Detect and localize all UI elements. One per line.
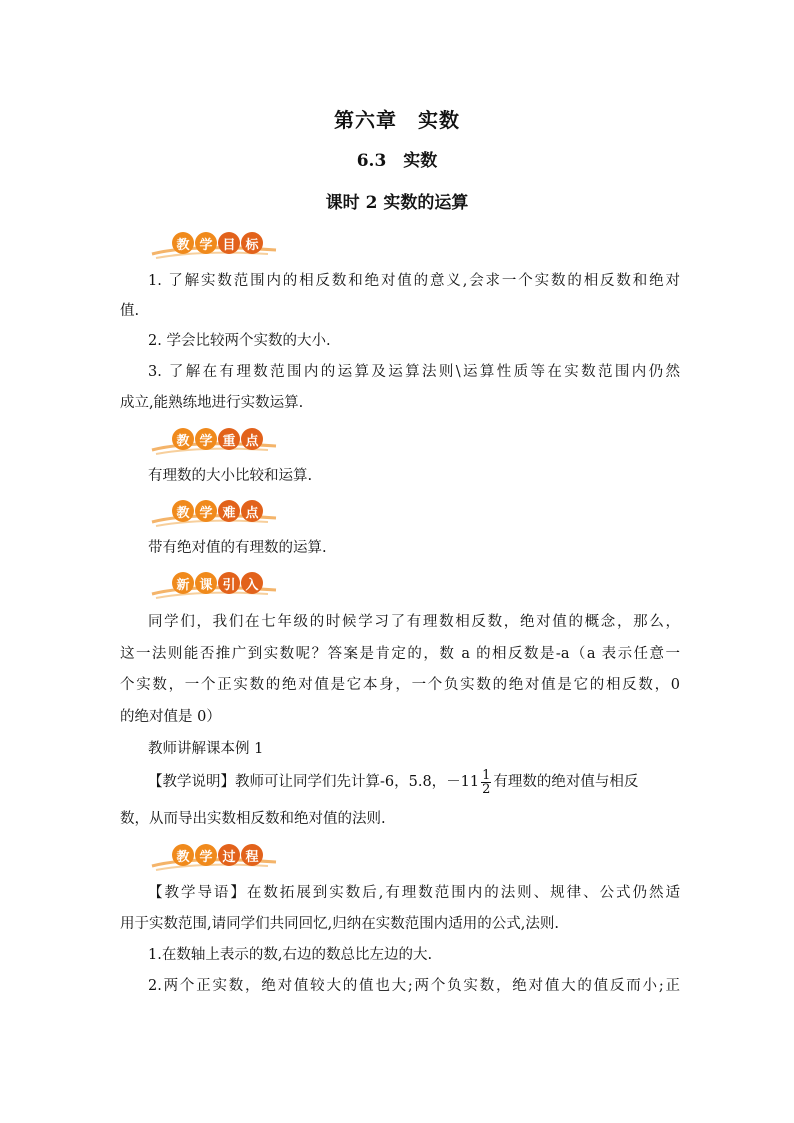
- heading-char: 入: [241, 572, 263, 594]
- intro-paragraph-line-2: 这一法则能否推广到实数呢？答案是肯定的，数 a 的相反数是-a（a 表示任意一: [120, 646, 680, 662]
- section-title: 6.3 实数: [356, 151, 438, 171]
- heading-char: 学: [195, 232, 217, 254]
- goal-1-line-2: 值.: [120, 303, 140, 319]
- heading-char: 程: [241, 844, 263, 866]
- heading-char: 目: [218, 232, 240, 254]
- process-guide-line-2: 用于实数范围,请同学们共同回忆,归纳在实数范围内适用的公式,法则.: [120, 916, 559, 932]
- teaching-note-line-1: [148, 766, 680, 798]
- teaching-note-text: 有理数的绝对值与相反: [493, 774, 639, 790]
- difficulties-text: 带有绝对值的有理数的运算.: [148, 540, 327, 556]
- heading-char: 教: [172, 500, 194, 522]
- process-rule-1: 1.在数轴上表示的数,右边的数总比左边的大.: [148, 947, 433, 963]
- teaching-note-text: 【教学说明】教师可让同学们先计算-6，5.8，: [148, 774, 447, 790]
- chapter-title: 第六章 实数: [334, 108, 460, 132]
- heading-char: 标: [241, 232, 263, 254]
- heading-char: 难: [218, 500, 240, 522]
- intro-heading: [150, 570, 290, 600]
- heading-char: 重: [218, 428, 240, 450]
- key-points-heading: [150, 426, 290, 456]
- heading-char: 学: [195, 844, 217, 866]
- goal-2: 2. 学会比较两个实数的大小.: [148, 333, 331, 349]
- heading-char: 课: [195, 572, 217, 594]
- intro-example-note: 教师讲解课本例 1: [148, 741, 264, 757]
- goals-heading: [150, 230, 290, 260]
- heading-char: 引: [218, 572, 240, 594]
- heading-char: 教: [172, 428, 194, 450]
- fraction: [481, 769, 491, 796]
- fraction-numerator: 1: [482, 767, 491, 783]
- heading-char: 学: [195, 500, 217, 522]
- goal-3-line-2: 成立,能熟练地进行实数运算.: [120, 395, 304, 411]
- process-heading: [150, 842, 290, 872]
- lesson-title: 课时 2 实数的运算: [325, 193, 469, 213]
- goal-3-line-1: 3. 了解在有理数范围内的运算及运算法则\运算性质等在实数范围内仍然: [148, 364, 680, 380]
- heading-char: 点: [241, 428, 263, 450]
- intro-paragraph-line-3: 个实数，一个正实数的绝对值是它本身，一个负实数的绝对值是它的相反数，0: [120, 677, 680, 693]
- heading-char: 新: [172, 572, 194, 594]
- process-rule-2: 2.两个正实数，绝对值较大的值也大;两个负实数，绝对值大的值反而小;正: [148, 978, 680, 994]
- intro-paragraph-line-1: 同学们，我们在七年级的时候学习了有理数相反数，绝对值的概念，那么，: [148, 614, 680, 630]
- process-guide-line-1: 【教学导语】在数拓展到实数后,有理数范围内的法则、规律、公式仍然适: [148, 885, 680, 901]
- teaching-note-line-2: 数，从而导出实数相反数和绝对值的法则.: [120, 811, 386, 827]
- key-points-text: 有理数的大小比较和运算.: [148, 468, 313, 484]
- goal-1-line-1: 1. 了解实数范围内的相反数和绝对值的意义,会求一个实数的相反数和绝对: [148, 273, 680, 289]
- heading-char: 教: [172, 232, 194, 254]
- difficulties-heading: [150, 498, 290, 528]
- fraction-denominator: 2: [482, 781, 491, 797]
- heading-char: 过: [218, 844, 240, 866]
- intro-paragraph-line-4: 的绝对值是 0）: [120, 709, 221, 725]
- mixed-number-whole: －11: [446, 774, 480, 790]
- heading-char: 学: [195, 428, 217, 450]
- heading-char: 教: [172, 844, 194, 866]
- heading-char: 点: [241, 500, 263, 522]
